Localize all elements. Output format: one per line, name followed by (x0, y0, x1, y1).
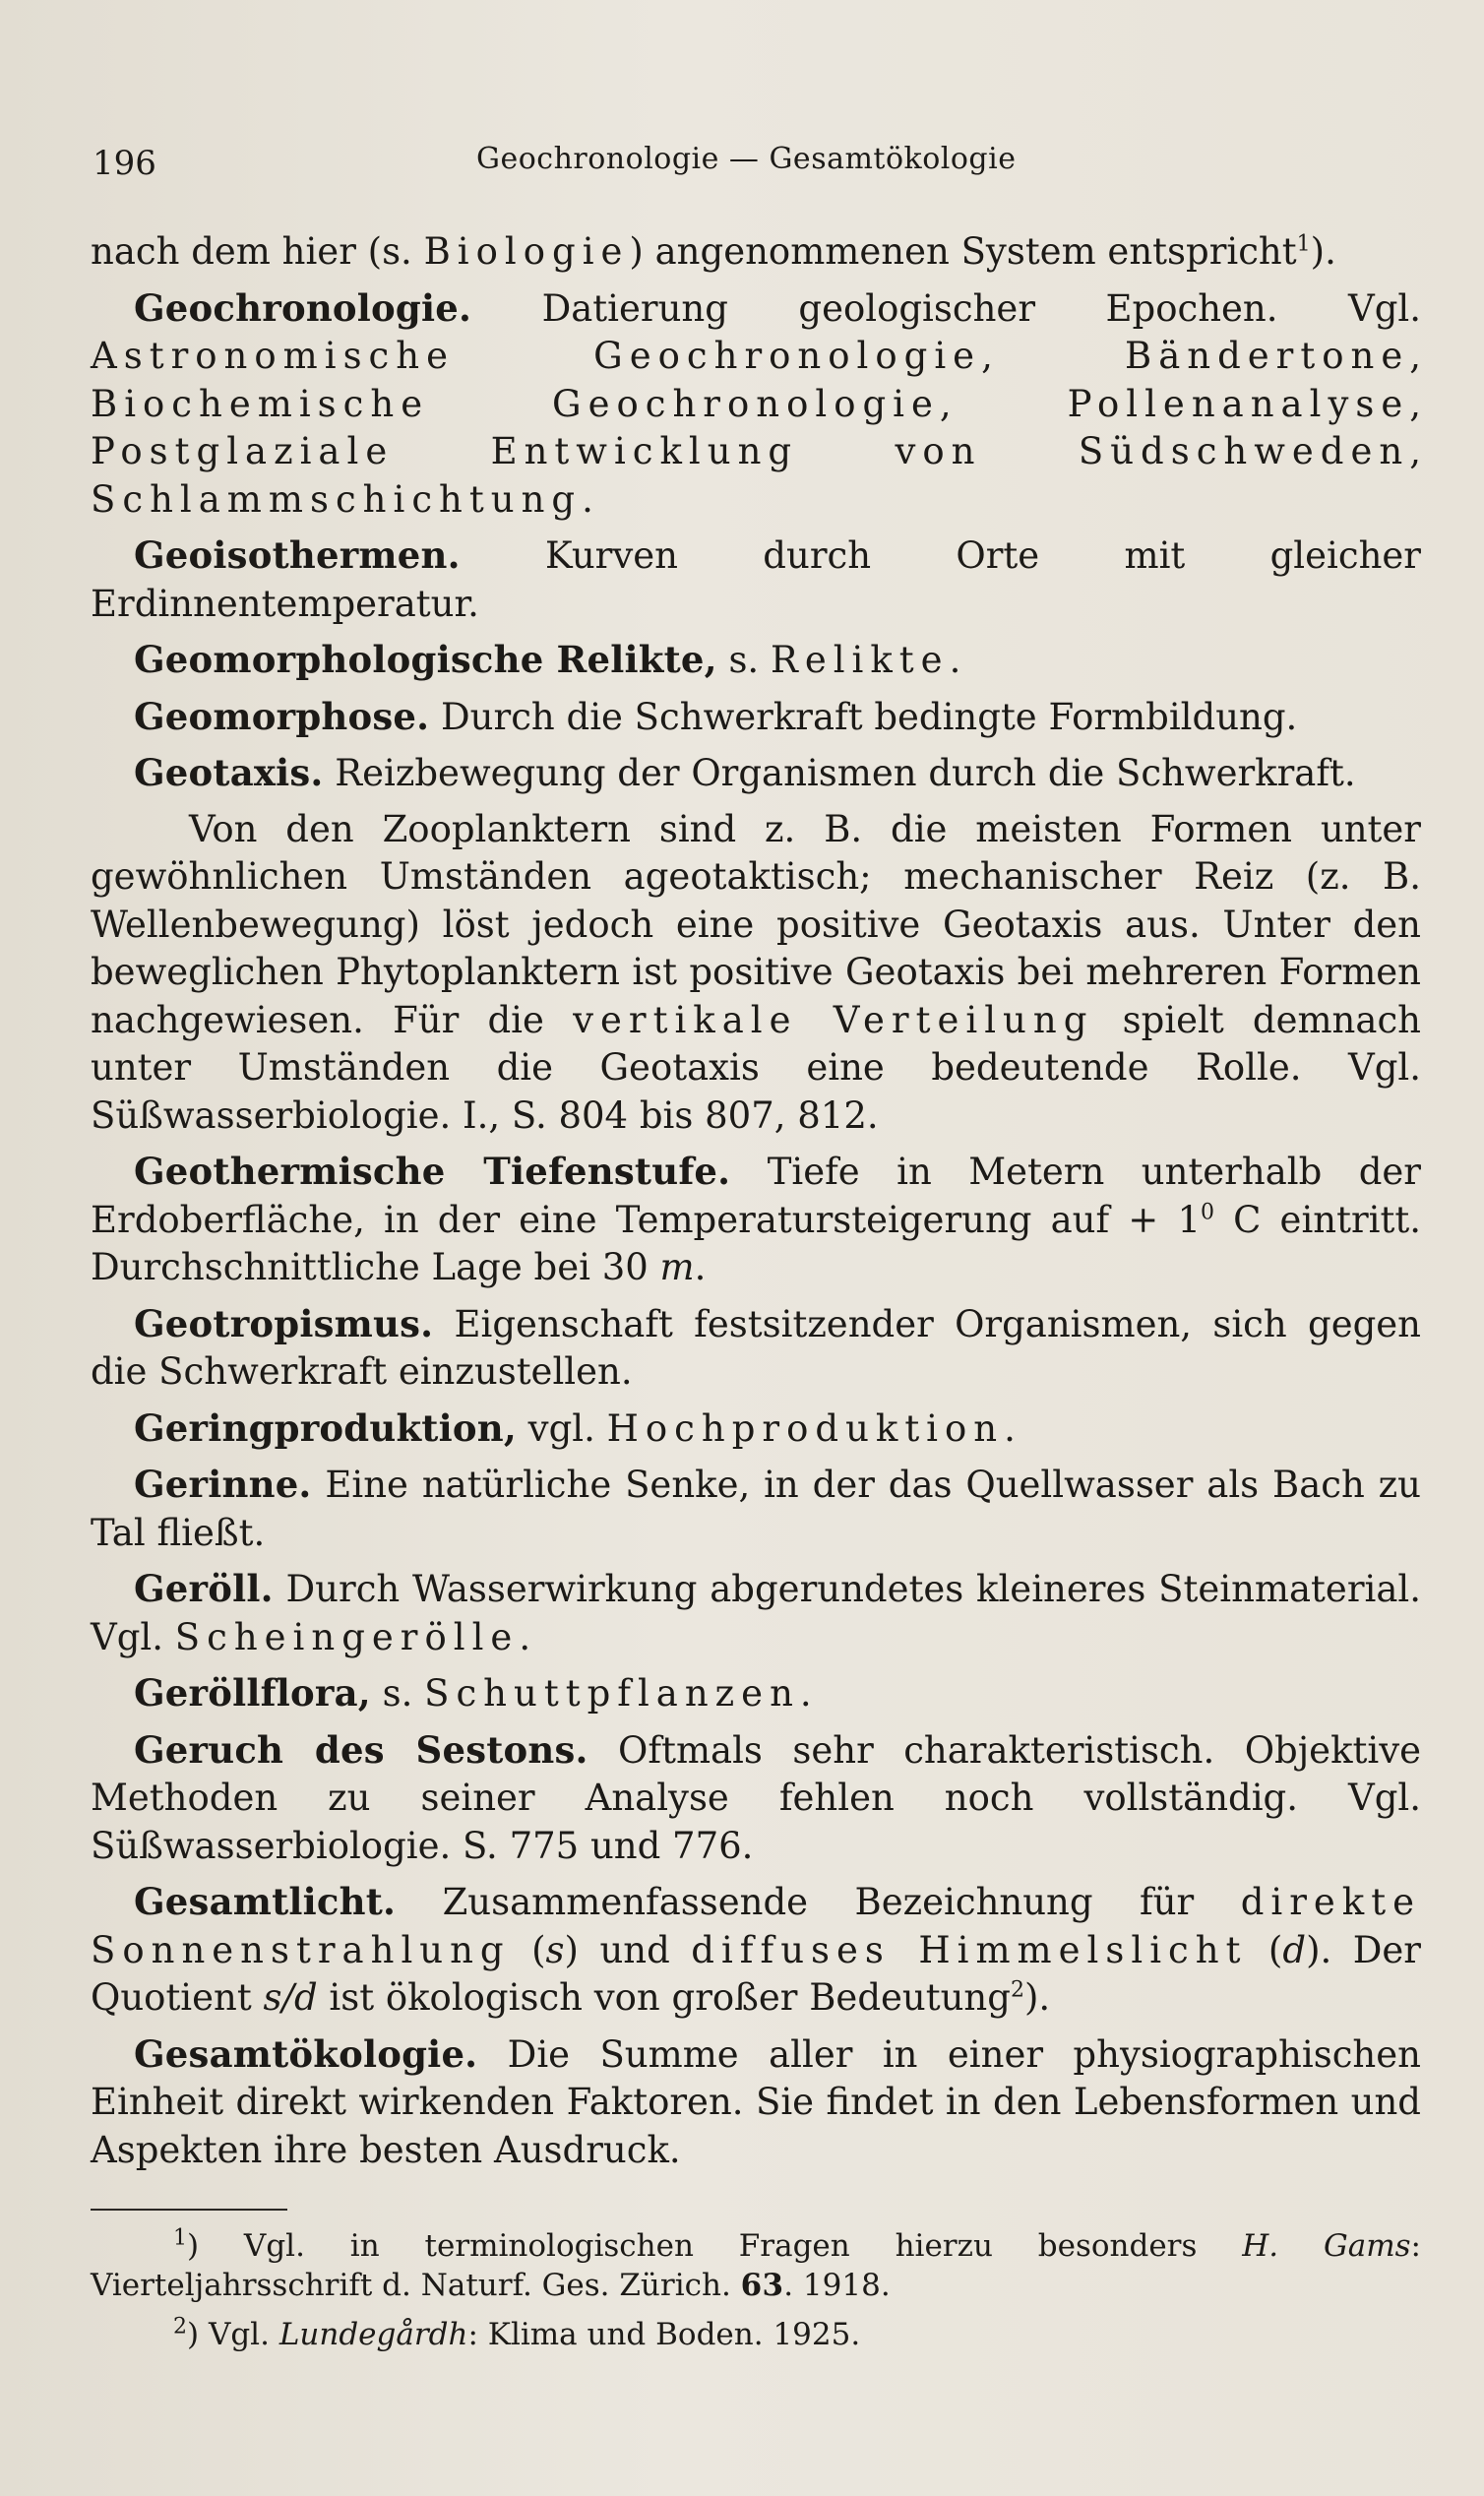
headword: Geochronologie. (134, 285, 472, 330)
superscript: 2 (173, 2314, 187, 2340)
entry-text: , (939, 382, 1068, 425)
entry-text: Tiefe in Metern unterhalb der Erdoberfläche, in der eine Temperatursteigerung auf + 1 (91, 1151, 1421, 1241)
entry-text: . (582, 477, 593, 521)
italic-text: H. Gams (1242, 2228, 1411, 2264)
page-number: 196 (93, 144, 156, 183)
entry-geoisothermen (91, 531, 1421, 628)
footnotes (91, 2226, 1421, 2364)
superscript: 2 (1010, 1977, 1024, 2003)
entry-text: vgl. (516, 1406, 607, 1450)
spaced-reference: Astronomische Geochronologie (91, 335, 982, 377)
entry-text: Zusammenfassende Bezeichnung für (396, 1881, 1241, 1923)
entry-text: Reizbewegung der Organismen durch die Schwerkraft. (323, 752, 1356, 794)
entry-geroell (91, 1565, 1421, 1661)
entry-geomorphose (91, 693, 1421, 742)
entry-text: ist ökologisch von großer Bedeutung (317, 1976, 1011, 2019)
spaced-reference: Schuttpflanzen (424, 1672, 800, 1715)
spaced-reference: Pollenanalyse (1067, 382, 1410, 425)
superscript: 0 (1200, 1200, 1214, 1225)
spaced-reference: Schlammschichtung (91, 477, 583, 521)
headword: Gerinne. (134, 1463, 312, 1506)
headword: Geomorphologische Relikte, (134, 638, 717, 681)
entry-geotaxis (91, 749, 1421, 798)
entry-text: s. (716, 639, 771, 681)
entry-text: ). (1310, 230, 1336, 273)
entry-text: C eintritt. Durchschnittliche Lage bei 30 (91, 1198, 1421, 1288)
entry-geotropismus (91, 1300, 1421, 1397)
footnote-fn1 (91, 2226, 1421, 2305)
entry-geruch-des-sestons (91, 1726, 1421, 1871)
spaced-reference: Bändertone (1125, 335, 1410, 377)
entry-gerinne (91, 1461, 1421, 1557)
superscript: 1 (173, 2225, 187, 2251)
entry-gesamtoekologie (91, 2030, 1421, 2175)
entry-geochronologie (91, 284, 1421, 525)
entry-text: , (1409, 335, 1421, 377)
headword: Geotropismus. (134, 1301, 434, 1345)
spaced-reference: Postglaziale Entwicklung von Südschweden (91, 430, 1410, 472)
dictionary-entries (91, 228, 1421, 2182)
headword: Gesamtökologie. (134, 2031, 478, 2076)
spaced-reference: Scheingerölle (174, 1615, 520, 1658)
entry-text: spielt demnach unter Umständen die Geotaxis eine bedeutende Rolle. Vgl. Süßwasserbiologie. I., S. 804 bis 807, 812. (91, 998, 1421, 1137)
entry-text: ). (1023, 1976, 1051, 2019)
entry-text: . (949, 639, 961, 681)
entry-text: ( (510, 1928, 546, 1971)
italic-text: s/d (263, 1976, 318, 2019)
italic-text: Lundegårdh (278, 2317, 468, 2352)
headword: Gesamtlicht. (134, 1880, 397, 1923)
entry-text: Die Summe aller in einer physiographischen Einheit direkt wirkenden Faktoren. Sie findet in den Lebensformen und Aspekten ihre besten Ausdruck. (91, 2032, 1421, 2171)
spaced-reference: diffuses Himmelslicht (691, 1928, 1248, 1971)
entry-text: ) und (564, 1928, 692, 1971)
footnote-rule (91, 2209, 287, 2211)
entry-text: ) Vgl. (187, 2317, 279, 2352)
headword: Geothermische Tiefenstufe. (134, 1150, 731, 1193)
entry-text: Datierung geologischer Epochen. Vgl. (471, 286, 1421, 330)
entry-gesamtlicht (91, 1878, 1421, 2023)
headword: Geröll. (134, 1567, 274, 1610)
entry-text: . (799, 1672, 812, 1715)
entry-text: . (519, 1615, 531, 1658)
headword: Geoisothermen. (134, 533, 461, 577)
entry-text: , (1409, 430, 1421, 472)
entry-text: nach dem hier (s. (91, 230, 424, 273)
entry-text: s. (370, 1672, 425, 1715)
headword: Geringproduktion, (134, 1405, 517, 1450)
italic-text: m (659, 1246, 695, 1288)
entry-text: : Vierteljahrsschrift d. Naturf. Ges. Zürich. (91, 2228, 1421, 2303)
entry-text: Von den Zooplanktern sind z. B. die meisten Formen unter gewöhnlichen Umständen ageotaktisch; mechanischer Reiz (z. B. Wellenbewegung) löst jedoch eine positive Geotaxis aus. Unter den beweglichen Phytoplanktern ist positive Geotaxis bei mehreren Formen nachgewiesen. Für die (91, 807, 1421, 1041)
spaced-reference: Biochemische Geochronologie (91, 382, 940, 425)
spaced-reference: vertikale Verteilung (573, 998, 1094, 1041)
spaced-reference: Relikte (770, 639, 950, 681)
spaced-reference: Biologie (423, 230, 630, 273)
entry-text: Eine natürliche Senke, in der das Quellwasser als Bach zu Tal fließt. (91, 1464, 1421, 1554)
entry-text: . 1918. (783, 2268, 891, 2303)
entry-text: Durch Wasserwirkung abgerundetes kleineres Steinmaterial. Vgl. (91, 1568, 1421, 1658)
entry-geothermische-tiefenstufe (91, 1148, 1421, 1292)
entry-text: . (694, 1246, 707, 1288)
entry-geroellflora (91, 1669, 1421, 1718)
entry-cont (91, 228, 1421, 277)
entry-text: ( (1247, 1928, 1283, 1971)
headword: Geröllflora, (134, 1671, 371, 1715)
entry-geringproduktion (91, 1404, 1421, 1454)
running-head: Geochronologie — Gesamtökologie (476, 142, 1017, 176)
entry-text: ) angenommenen System entspricht (629, 230, 1297, 273)
entry-text: ) Vgl. in terminologischen Fragen hierzu besonders (187, 2228, 1243, 2264)
spaced-reference: Hochproduktion (606, 1406, 1005, 1450)
headword: Geomorphose. (134, 694, 430, 738)
entry-text: , (981, 335, 1126, 377)
spaced-reference: direkte Sonnenstrahlung (91, 1881, 1421, 1971)
entry-text: . (1004, 1406, 1016, 1450)
italic-text: s (545, 1928, 565, 1971)
entry-text: : Klima und Boden. 1925. (467, 2317, 861, 2352)
italic-text: d (1282, 1928, 1307, 1971)
entry-text: ). Der Quotient (91, 1928, 1421, 2019)
entry-text: , (1409, 382, 1421, 425)
headword: Geotaxis. (134, 751, 324, 794)
entry-text: Durch die Schwerkraft bedingte Formbildung. (429, 695, 1298, 738)
headword: Geruch des Sestons. (134, 1727, 588, 1772)
entry-text: Kurven durch Orte mit gleicher Erdinnentemperatur. (91, 534, 1421, 625)
entry-text: Eigenschaft festsitzender Organismen, sich gegen die Schwerkraft einzustellen. (91, 1302, 1421, 1393)
headword: 63 (740, 2268, 784, 2303)
page-header (93, 136, 1411, 185)
entry-text: Oftmals sehr charakteristisch. Objektive Methoden zu seiner Analyse fehlen noch vollständig. Vgl. Süßwasserbiologie. S. 775 und 776. (91, 1728, 1421, 1867)
footnote-fn2 (91, 2315, 1421, 2354)
superscript: 1 (1296, 231, 1311, 257)
entry-geotaxis-para (91, 806, 1421, 1141)
entry-geomorphologische-relikte (91, 636, 1421, 685)
